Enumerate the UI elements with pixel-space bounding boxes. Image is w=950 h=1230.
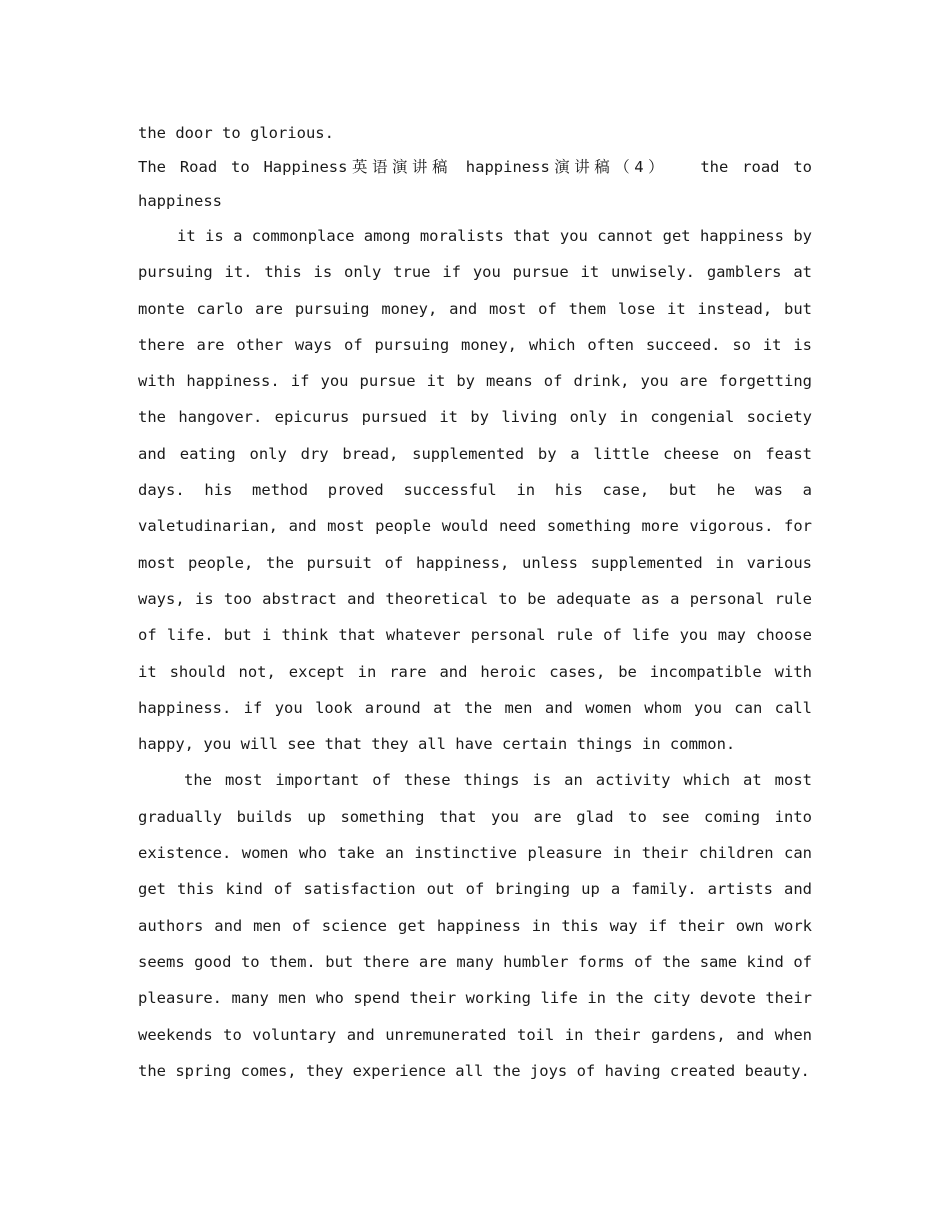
lead-line: the door to glorious. <box>138 124 334 142</box>
paragraph-1: it is a commonplace among moralists that you cannot get happiness by pursuing it. this is only true if you pursue it unwisely. gamblers at monte carlo are pursuing money, and most of them lose it instead, but there are other ways of pursuing money, which often succeed. so it is with happiness. if you pursue it by means of drink, you are forgetting the hangover. epicurus pursued it by living only in congenial society and eating only dry bread, supplemented by a little cheese on feast days. his method proved successful in his case, but he was a valetudinarian, and most people would need something more vigorous. for most people, the pursuit of happiness, unless supplemented in various ways, is too abstract and theoretical to be adequate as a personal rule of life. but i think that whatever personal rule of life you may choose it should not, except in rare and heroic cases, be incompatible with happiness. if you look around at the men and women whom you can call happy, you will see that they all have certain things in common. <box>138 227 812 754</box>
paragraph-2: the most important of these things is an activity which at most gradually builds up something that you are glad to see coming into existence. women who take an instinctive pleasure in their children can get this kind of satisfaction out of bringing up a family. artists and authors and men of science get happiness in this way if their own work seems good to them. but there are many humbler forms of the same kind of pleasure. many men who spend their working life in the city devote their weekends to voluntary and unremunerated toil in their gardens, and when the spring comes, they experience all the joys of having created beauty. <box>138 771 812 1080</box>
heading-continuation: happiness <box>138 192 222 210</box>
heading-line: The Road to Happiness英语演讲稿 happiness演讲稿（4） the road to <box>138 158 812 176</box>
document-body <box>138 116 812 1089</box>
